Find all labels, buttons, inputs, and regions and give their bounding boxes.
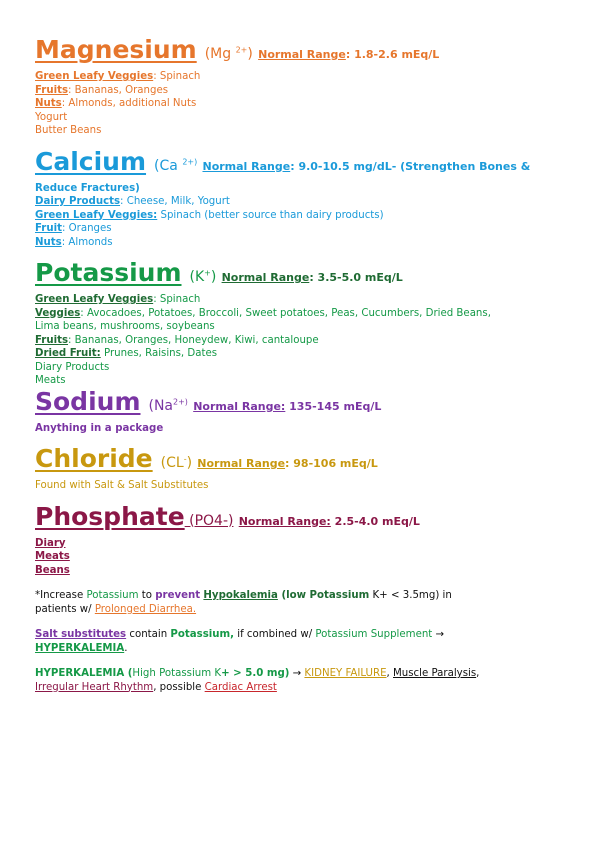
phosphate-header [35,503,563,537]
list-item: Meats [35,551,70,562]
chloride-normal-range: Normal Range: 98-106 mEq/L [197,457,378,470]
list-item: Yogurt [35,111,68,123]
phosphate-section [35,503,563,578]
calcium-header [35,148,563,182]
potassium-title: Potassium [35,258,182,287]
list-item: Veggies: Avocadoes, Potatoes, Broccoli, Sweet potatoes, Peas, Cucumbers, Dried Beans, [35,307,491,319]
list-item: Green Leafy Veggies: Spinach [35,294,201,305]
hypokalemia-note: *Increase Potassium to prevent Hypokalemia (low Potassium K+ < 3.5mg) in patients w/ Prolonged Diarrhea. [35,590,452,615]
list-item: Fruit: Oranges [35,223,112,234]
sodium-formula: ($Na^{2+)}$ [148,396,188,414]
hyperkalemia-note: HYPERKALEMIA (High Potassium K+ > 5.0 mg) → KIDNEY FAILURE, Muscle Paralysis, Irregular Heart Rhythm, possible Cardiac Arrest [35,668,480,693]
sodium-title: Sodium [35,386,141,416]
list-item: Beans [35,564,70,576]
phosphate-title: Phosphate [35,501,185,531]
sodium-section [35,388,563,436]
list-item: Lima beans, mushrooms, soybeans [35,321,215,332]
chloride-formula: (CL-) [160,454,193,471]
list-item: Nuts: Almonds [35,236,113,248]
phosphate-formula: (PO4-) [184,512,234,529]
sodium-normal-range: Normal Range: 135-145 mEq/L [193,399,382,413]
magnesium-section [35,36,563,138]
calcium-title: Calcium [35,146,147,176]
magnesium-title: Magnesium [35,35,197,64]
calcium-section [35,148,563,250]
list-item: Meats [35,375,66,386]
magnesium-normal-range: Normal Range: 1.8-2.6 mEq/L [258,48,440,61]
potassium-formula: (K+) [189,268,217,285]
calcium-formula: (Ca $^{2+)}$ [154,156,198,174]
calcium-normal-range: Normal Range: 9.0-10.5 mg/dL- (Strengthen Bones & [202,159,531,173]
electrolyte-notes-page [35,36,563,704]
list-item: Green Leafy Veggies: Spinach [35,71,201,82]
magnesium-header [35,36,563,70]
sodium-note: Anything in a package [35,422,164,434]
chloride-section [35,445,563,493]
calcium-normal-range-continued: Reduce Fractures) [35,182,140,194]
list-item: Fruits: Bananas, Oranges, Honeydew, Kiwi, cantaloupe [35,334,319,346]
list-item: Diary [35,537,66,549]
phosphate-normal-range: Normal Range: 2.5-4.0 mEq/L [238,514,420,528]
chloride-header [35,445,563,479]
chloride-title: Chloride [35,444,153,473]
list-item: Dairy Products: Cheese, Milk, Yogurt [35,196,230,207]
potassium-normal-range: Normal Range: 3.5-5.0 mEq/L [221,271,403,284]
list-item: Dried Fruit: Prunes, Raisins, Dates [35,348,218,359]
sodium-header [35,388,563,422]
list-item: Fruits: Bananas, Oranges [35,84,169,96]
potassium-section [35,259,563,388]
salt-substitutes-note: Salt substitutes contain Potassium, if combined w/ Potassium Supplement → HYPERKALEMIA. [35,629,445,654]
chloride-note: Found with Salt & Salt Substitutes [35,480,209,491]
list-item: Green Leafy Veggies: Spinach (better source than dairy products) [35,209,384,221]
potassium-header [35,259,563,293]
list-item: Nuts: Almonds, additional Nuts [35,98,197,109]
list-item: Butter Beans [35,125,102,136]
magnesium-formula: (Mg $^{2+}$) [204,45,253,62]
list-item: Diary Products [35,361,110,373]
